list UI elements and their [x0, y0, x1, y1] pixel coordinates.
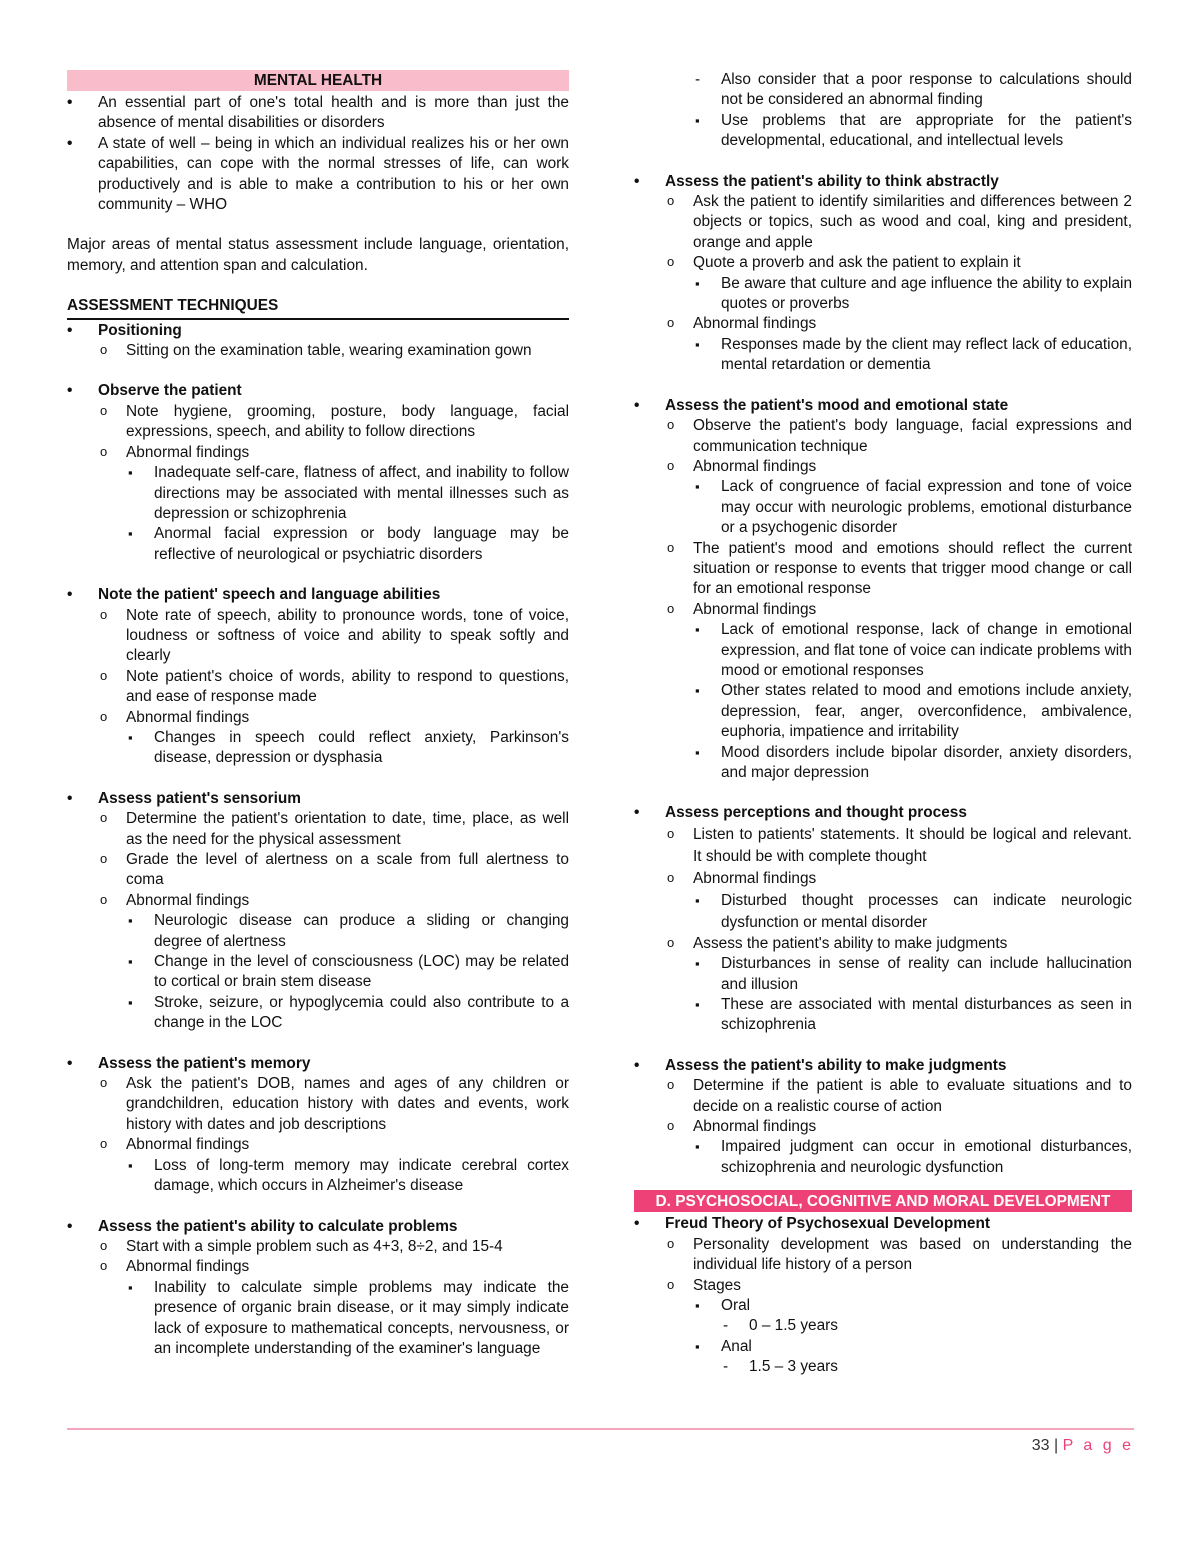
- stage-anal: Anal: [721, 1337, 752, 1355]
- positioning-item: [67, 321, 569, 362]
- list-item: ▪ Responses made by the client may reflect lack of education, mental retardation or dementia: [693, 335, 1132, 376]
- footer-rule: [67, 1428, 1134, 1430]
- mood-item: [634, 396, 1132, 784]
- list-item: o Start with a simple problem such as 4+3, 8÷2, and 15-4: [98, 1237, 569, 1257]
- section-heading: Freud Theory of Psychosexual Development: [665, 1215, 990, 1233]
- list-item: ▪ Use problems that are appropriate for the patient's developmental, educational, and intellectual levels: [693, 111, 1132, 152]
- list-item: • A state of well – being in which an individual realizes his or her own capabilities, can cope with the normal stresses of life, can work productively and is able to make a contribution to his or her own community – WHO: [67, 134, 569, 216]
- list-item: ▪ Changes in speech could reflect anxiety, Parkinson's disease, depression or dysphasia: [126, 728, 569, 769]
- list-item: o Sitting on the examination table, wearing examination gown: [98, 341, 569, 361]
- left-column: [67, 70, 569, 1359]
- mental-health-header: MENTAL HEALTH: [67, 70, 569, 91]
- list-item: o Grade the level of alertness on a scale from full alertness to coma: [98, 850, 569, 891]
- list-item: o The patient's mood and emotions should reflect the current situation or response to events that trigger mood change or call for an emotional response: [665, 539, 1132, 600]
- abnormal-findings-label: Abnormal findings: [693, 315, 817, 333]
- list-item: o Note rate of speech, ability to pronounce words, tone of voice, loudness or softness of voice and ability to speak softly and clearly: [98, 606, 569, 667]
- mental-health-list: [67, 93, 569, 215]
- list-item: ▪ Stroke, seizure, or hypoglycemia could also contribute to a change in the LOC: [126, 993, 569, 1034]
- list-item: ▪ Mood disorders include bipolar disorder, anxiety disorders, and major depression: [693, 743, 1132, 784]
- list-item: [693, 1337, 1132, 1378]
- abnormal-findings-label: Abnormal findings: [693, 1118, 817, 1136]
- list-item: ▪ Neurologic disease can produce a sliding or changing degree of alertness: [126, 911, 569, 952]
- abnormal-findings-label: Abnormal findings: [693, 600, 817, 618]
- list-item: ▪ Be aware that culture and age influence the ability to explain quotes or proverbs: [693, 274, 1132, 315]
- observe-item: [67, 381, 569, 565]
- list-item: [665, 600, 1132, 784]
- list-item: ▪ Loss of long-term memory may indicate cerebral cortex damage, which occurs in Alzheimer's disease: [126, 1156, 569, 1197]
- memory-item: [67, 1054, 569, 1197]
- major-areas-paragraph: Major areas of mental status assessment include language, orientation, memory, and attention span and calculation.: [67, 236, 569, 274]
- abnormal-findings-label: Abnormal findings: [126, 443, 250, 461]
- list-item: ▪ Change in the level of consciousness (LOC) may be related to cortical or brain stem disease: [126, 952, 569, 993]
- list-item: ▪ Other states related to mood and emotions include anxiety, depression, fear, anger, overconfidence, ambivalence, euphoria, impatience and irritability: [693, 681, 1132, 742]
- list-item: [98, 891, 569, 1034]
- section-d-header: D. PSYCHOSOCIAL, COGNITIVE AND MORAL DEVELOPMENT: [634, 1190, 1132, 1212]
- list-item: o Observe the patient's body language, facial expressions and communication technique: [665, 416, 1132, 457]
- list-item: o Determine if the patient is able to evaluate situations and to decide on a realistic course of action: [665, 1076, 1132, 1117]
- list-item: [665, 457, 1132, 539]
- section-heading: Assess the patient's memory: [98, 1054, 311, 1072]
- list-item: o Ask the patient's DOB, names and ages of any children or grandchildren, education history with dates and events, work history with dates and job descriptions: [98, 1074, 569, 1135]
- list-item: [665, 1117, 1132, 1178]
- section-heading: Assess the patient's mood and emotional state: [665, 396, 1009, 414]
- stage-oral: Oral: [721, 1296, 751, 1314]
- list-item: o Personality development was based on understanding the individual life history of a person: [665, 1235, 1132, 1276]
- list-item: ▪ Lack of emotional response, lack of change in emotional expression, and flat tone of voice can indicate problems with mood or emotional responses: [693, 620, 1132, 681]
- stages-label: Stages: [693, 1276, 741, 1294]
- abnormal-findings-label: Abnormal findings: [693, 457, 817, 475]
- list-item: o Listen to patients' statements. It should be logical and relevant. It should be with complete thought: [665, 824, 1132, 868]
- abnormal-findings-label: Abnormal findings: [126, 891, 250, 909]
- footer-separator: |: [1053, 1437, 1059, 1454]
- list-item: [665, 868, 1132, 934]
- assessment-techniques-title: ASSESSMENT TECHNIQUES: [67, 296, 569, 319]
- page-footer: [1032, 1437, 1134, 1455]
- list-item: ▪ Inadequate self-care, flatness of affect, and inability to follow directions may be associated with mental illnesses such as depression or schizophrenia: [126, 463, 569, 524]
- section-heading: Assess the patient's ability to calculate problems: [98, 1217, 458, 1235]
- list-item: [98, 1135, 569, 1196]
- list-item: [665, 314, 1132, 375]
- list-item: [98, 1257, 569, 1359]
- list-item: [665, 1276, 1132, 1378]
- freud-item: [634, 1214, 1132, 1377]
- list-item: o Note hygiene, grooming, posture, body language, facial expressions, speech, and ability to follow directions: [98, 402, 569, 443]
- abnormal-findings-label: Abnormal findings: [126, 1258, 250, 1276]
- section-heading: Observe the patient: [98, 382, 242, 400]
- list-item: ▪ These are associated with mental disturbances as seen in schizophrenia: [693, 995, 1132, 1036]
- list-item-text: Quote a proverb and ask the patient to explain it: [693, 254, 1021, 272]
- list-item: [98, 443, 569, 565]
- abstract-item: [634, 172, 1132, 376]
- section-heading: Assess the patient's ability to make judgments: [665, 1056, 1007, 1074]
- list-item: ▪ Anormal facial expression or body language may be reflective of neurological or psychiatric disorders: [126, 524, 569, 565]
- section-heading: Positioning: [98, 321, 182, 339]
- list-item: o Ask the patient to identify similarities and differences between 2 objects or topics, such as wood and coal, king and president, orange and apple: [665, 192, 1132, 253]
- list-item: • An essential part of one's total health and is more than just the absence of mental disabilities or disorders: [67, 93, 569, 134]
- perceptions-item: [634, 803, 1132, 1035]
- calculate-item: [67, 1217, 569, 1360]
- page-number: 33: [1031, 1437, 1050, 1454]
- list-item: - 0 – 1.5 years: [721, 1316, 1132, 1336]
- list-item: - Also consider that a poor response to calculations should not be considered an abnormal finding: [693, 70, 1132, 111]
- list-item: ▪ Inability to calculate simple problems may indicate the presence of organic brain disease, or it may simply indicate lack of exposure to mathematical concepts, nervousness, or an incomplete understanding of the examiner's language: [126, 1278, 569, 1360]
- list-item: [693, 1296, 1132, 1337]
- assessment-list: [67, 321, 569, 362]
- list-item: - 1.5 – 3 years: [721, 1357, 1132, 1377]
- list-item: ▪ Disturbances in sense of reality can include hallucination and illusion: [693, 954, 1132, 995]
- list-item: [665, 253, 1132, 314]
- section-heading: Assess the patient's ability to think abstractly: [665, 172, 999, 190]
- judgments-item: [634, 1056, 1132, 1178]
- list-item: [665, 934, 1132, 1036]
- list-item: ▪ Impaired judgment can occur in emotional disturbances, schizophrenia and neurologic dysfunction: [693, 1137, 1132, 1178]
- section-heading: Assess perceptions and thought process: [665, 804, 967, 822]
- list-item: o Note patient's choice of words, ability to respond to questions, and ease of response made: [98, 667, 569, 708]
- speech-item: [67, 585, 569, 769]
- list-item: ▪ Disturbed thought processes can indicate neurologic dysfunction or mental disorder: [693, 890, 1132, 934]
- section-heading: Note the patient' speech and language abilities: [98, 586, 441, 604]
- section-heading: Assess patient's sensorium: [98, 789, 301, 807]
- right-column: [634, 70, 1132, 1378]
- abnormal-findings-label: Abnormal findings: [126, 708, 250, 726]
- abnormal-findings-label: Abnormal findings: [693, 869, 817, 887]
- sensorium-item: [67, 789, 569, 1034]
- list-item: [98, 708, 569, 769]
- abnormal-findings-label: Abnormal findings: [126, 1136, 250, 1154]
- list-item-text: Assess the patient's ability to make judgments: [693, 934, 1008, 952]
- list-item: ▪ Lack of congruence of facial expression and tone of voice may occur with neurologic problems, emotional disturbance or a psychogenic disorder: [693, 477, 1132, 538]
- page-label: P a g e: [1062, 1437, 1134, 1454]
- list-item: o Determine the patient's orientation to date, time, place, as well as the need for the physical assessment: [98, 809, 569, 850]
